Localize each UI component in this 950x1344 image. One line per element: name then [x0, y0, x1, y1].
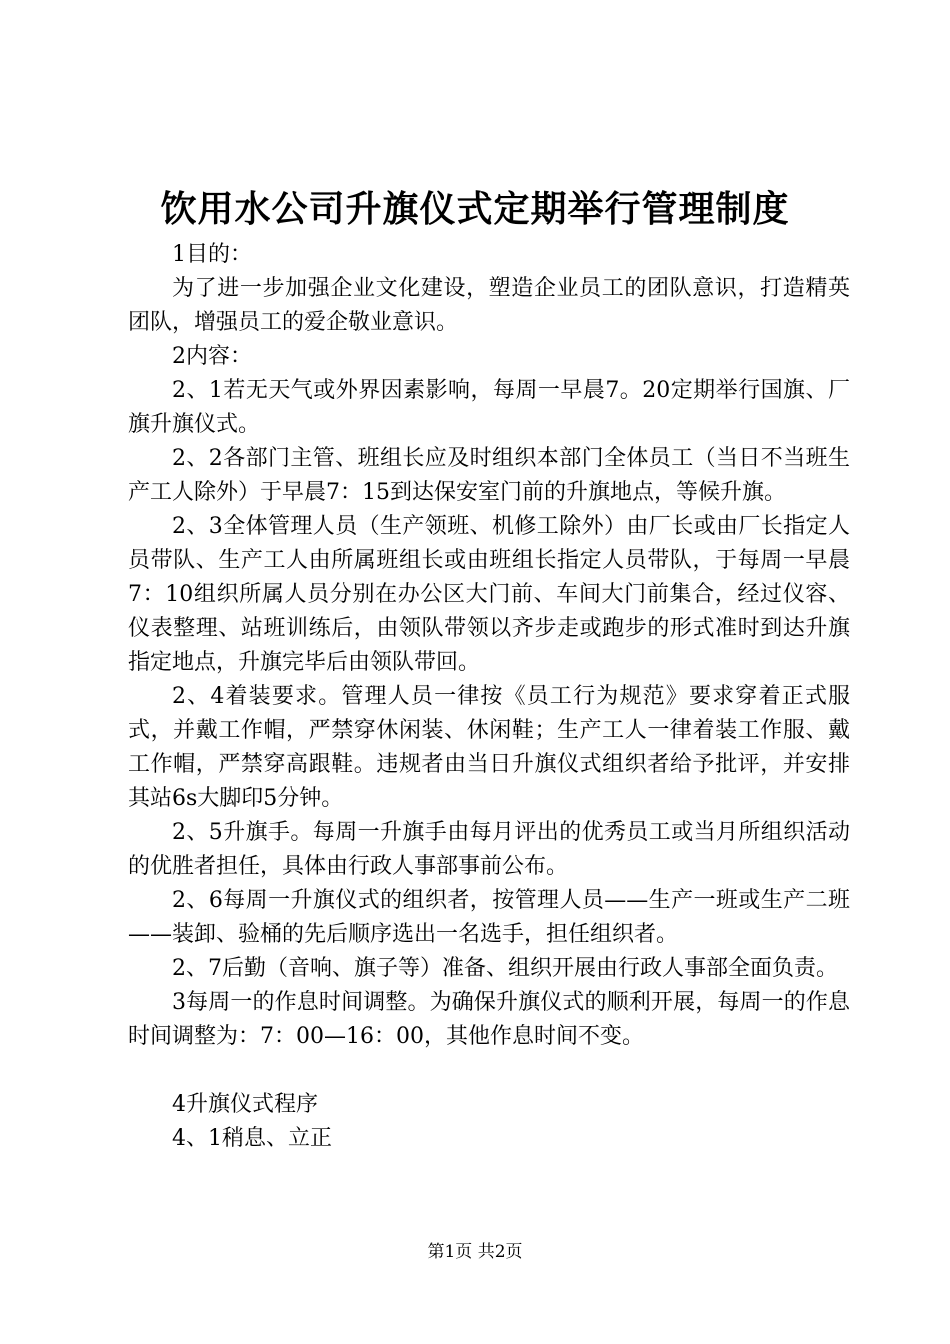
- paragraph-2-4: 2、4着装要求。管理人员一律按《员工行为规范》要求穿着正式服式，并戴工作帽，严禁穿休闲装、休闲鞋；生产工人一律着装工作服、戴工作帽，严禁穿高跟鞋。违规者由当日升旗仪式组织者给予批评，并安排其站6s大脚印5分钟。: [128, 684, 850, 811]
- paragraph-3: 3每周一的作息时间调整。为确保升旗仪式的顺利开展，每周一的作息时间调整为：7：00—16：00，其他作息时间不变。: [128, 990, 850, 1049]
- page-number-footer: 第1页 共2页: [427, 1242, 523, 1262]
- document-title: 饮用水公司升旗仪式定期举行管理制度: [160, 188, 790, 230]
- document-body: [128, 238, 850, 1156]
- paragraph-2-1: 2、1若无天气或外界因素影响，每周一早晨7。20定期举行国旗、厂旗升旗仪式。: [128, 378, 850, 437]
- paragraph-2-6: 2、6每周一升旗仪式的组织者，按管理人员——生产一班或生产二班——装卸、验桶的先后顺序选出一名选手，担任组织者。: [128, 888, 850, 947]
- paragraph-2-7: 2、7后勤（音响、旗子等）准备、组织开展由行政人事部全面负责。: [172, 956, 838, 981]
- paragraph-4-1: 4、1稍息、立正: [172, 1126, 332, 1151]
- section-heading-purpose: 1目的：: [172, 242, 252, 267]
- paragraph-2-2: 2、2各部门主管、班组长应及时组织本部门全体员工（当日不当班生产工人除外）于早晨7：15到达保安室门前的升旗地点，等候升旗。: [128, 446, 850, 505]
- paragraph-2-5: 2、5升旗手。每周一升旗手由每月评出的优秀员工或当月所组织活动的优胜者担任，具体由行政人事部事前公布。: [128, 820, 850, 879]
- paragraph-purpose: 为了进一步加强企业文化建设，塑造企业员工的团队意识，打造精英团队，增强员工的爱企敬业意识。: [128, 276, 850, 335]
- section-heading-content: 2内容：: [172, 344, 252, 369]
- section-heading-procedure: 4升旗仪式程序: [172, 1092, 318, 1117]
- paragraph-2-3: 2、3全体管理人员（生产领班、机修工除外）由厂长或由厂长指定人员带队、生产工人由所属班组长或由班组长指定人员带队，于每周一早晨7：10组织所属人员分别在办公区大门前、车间大门前集合，经过仪容、仪表整理、站班训练后，由领队带领以齐步走或跑步的形式准时到达升旗指定地点，升旗完毕后由领队带回。: [128, 514, 850, 675]
